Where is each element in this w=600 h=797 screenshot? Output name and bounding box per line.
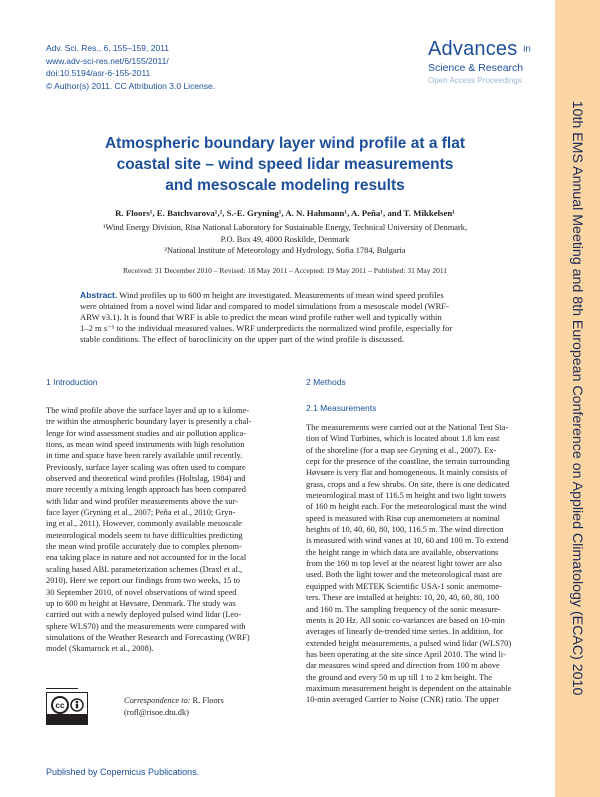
introduction-line: The wind profile above the surface layer and up to a kilome-	[46, 406, 250, 415]
methods-line: 10-min averaged Carrier to Noise (CNR) ratio. The upper	[306, 695, 500, 705]
received-dates: Received: 31 December 2010 – Revised: 18 May 2011 – Accepted: 19 May 2011 – Published: 31 May 2011	[122, 266, 448, 275]
introduction-line: ing et al., 2011). However, commonly available mesoscale	[46, 519, 242, 529]
title-line: Atmospheric boundary layer wind profile at a flat	[104, 135, 465, 152]
logo-advances: Advances	[428, 38, 518, 60]
methods-line: averages of linearly de-trended time series. In addition, for	[306, 627, 503, 637]
abstract-label: Abstract.	[80, 290, 118, 300]
affiliation-line: ²National Institute of Meteorology and Hydrology, Sofia 1784, Bulgaria	[164, 246, 406, 255]
introduction-body	[46, 405, 286, 655]
methods-line: grass, crops and a few shrubs. On site, there is one dedicated	[306, 479, 510, 489]
article-url[interactable]: www.adv-sci-res.net/6/155/2011/	[46, 55, 169, 66]
methods-line: dar measures wind speed and direction from 100 m above	[306, 661, 500, 671]
abstract-line: ARW v3.1). It is found that WRF is able to predict the mean wind profile rather well and typically within	[80, 312, 442, 323]
abstract	[80, 290, 510, 345]
methods-line: The measurements were carried out at the National Test Sta-	[306, 423, 509, 432]
introduction-line: tions, as mean wind speed instruments with high resolution	[46, 440, 245, 450]
introduction-line: the mean wind profile accurately due to complex phenom-	[46, 542, 242, 552]
logo-in: in	[523, 43, 531, 55]
abstract-line: 1–2 m s⁻¹ to the individual measured values. WRF underpredicts the normalized wind profile, especially for	[80, 323, 453, 334]
svg-text:cc: cc	[55, 701, 65, 710]
introduction-line: up to 600 m height at Høvsøre, Denmark. The study was	[46, 598, 236, 608]
introduction-line: simulations of the Weather Research and Forecasting (WRF)	[46, 632, 250, 642]
methods-line: and 160 m. The sampling frequency of the sonic measure-	[306, 604, 501, 614]
methods-line: meteorological mast of 116.5 m height and two light towers	[306, 491, 507, 501]
abstract-line: were obtained from a novel wind lidar and compared to model simulations from a mesoscale model (WRF-	[80, 301, 449, 312]
correspondence-name: R. Floors	[192, 696, 224, 705]
methods-line: the ground and every 50 m up till 1 to 2 km height. The	[306, 672, 492, 682]
cc-license-badge	[46, 692, 88, 725]
introduction-line: lenge for wind assessment studies and air pollution applica-	[46, 428, 247, 438]
introduction-line: in time and space have been rarely available until recently.	[46, 451, 243, 461]
introduction-line: tre within the atmospheric boundary layer is presently a chal-	[46, 417, 252, 427]
methods-line: heights of 10, 40, 60, 80, 100, 116.5 m. The wind direction	[306, 525, 504, 535]
author-list: R. Floors¹, E. Batchvarova¹,², S.-E. Gryning¹, A. N. Hahmann¹, A. Peña¹, and T. Mikkelsen¹	[115, 208, 455, 218]
introduction-line: Previously, surface layer scaling was often used to compare	[46, 462, 246, 472]
introduction-line: sphere WLS70) and the measurements were compared with	[46, 621, 246, 631]
logo-science-research: Science & Research	[428, 61, 524, 74]
methods-line: has been operating at the site since April 2010. The wind li-	[306, 649, 506, 659]
methods-line: the height range in which data are available, observations	[306, 547, 499, 557]
methods-body	[306, 422, 552, 706]
methods-line: extended height measurements, a pulsed wind lidar (WLS70)	[306, 638, 512, 648]
methods-line: maximum measurement height is dependent on the attainable	[306, 683, 512, 693]
methods-line: of 160 m height each. For the meteorological mast the wind	[306, 502, 507, 512]
affiliation-line: P.O. Box 49, 4000 Roskilde, Denmark	[220, 234, 350, 244]
methods-line: is measured with wind vanes at 10, 60 and 100 m. To extend	[306, 536, 509, 546]
correspondence-label: Correspondence to:	[124, 696, 191, 705]
introduction-line: observed and theoretical wind profiles (Holtslag, 1984) and	[46, 474, 246, 484]
introduction-line: 2010). Here we report our findings from two weeks, 15 to	[46, 576, 240, 586]
publisher-line: Published by Copernicus Publications.	[46, 767, 200, 777]
section-heading-introduction: 1 Introduction	[46, 377, 98, 387]
introduction-line: with lidar and wind profiler measurements above the sur-	[46, 496, 238, 506]
methods-line: cept for the presence of the coastline, the terrain surrounding	[306, 457, 510, 467]
introduction-line: meteorological models seem to have difficulties predicting	[46, 530, 243, 540]
introduction-line: ena taking place in nature and not accounted for in the local	[46, 553, 247, 563]
abstract-first-line: Wind profiles up to 600 m height are investigated. Measurements of mean wind speed profiles	[119, 290, 444, 300]
paper-title	[70, 133, 500, 196]
methods-line: of the shoreline (for a map see Gryning et al., 2007). Ex-	[306, 445, 497, 455]
journal-line: Adv. Sci. Res., 6, 155–159, 2011	[46, 43, 170, 53]
affiliations	[40, 222, 530, 257]
correspondence	[124, 695, 224, 718]
methods-line: speed is measured with Risø cup anemometers at nominal	[306, 513, 500, 523]
introduction-line: scaling based ABL parameterization schemes (Draxl et al.,	[46, 564, 243, 574]
methods-line: equipped with METEK Scientific USA-1 sonic anemome-	[306, 581, 502, 591]
affiliation-line: ¹Wind Energy Division, Risø National Laboratory for Sustainable Energy, Technical University of Denmark,	[102, 223, 468, 232]
methods-line: ters. These are installed at heights: 10, 20, 40, 60, 80, 100	[306, 593, 500, 603]
abstract-line: stable conditions. The effect of baroclinicity on the upper part of the wind profile is discussed.	[80, 334, 405, 345]
methods-line: ments is 20 Hz. All sonic co-variances are based on 10-min	[306, 615, 505, 625]
introduction-line: model (Skamarock et al., 2008).	[46, 644, 154, 654]
methods-line: Høvsøre is very flat and homogeneous. It mainly consists of	[306, 468, 508, 478]
footnote-rule	[46, 688, 78, 689]
journal-logo	[428, 38, 531, 86]
methods-line: used. Both the light tower and the meteorological mast are	[306, 570, 502, 580]
logo-open-access: Open Access Proceedings	[428, 75, 522, 85]
license: © Author(s) 2011. CC Attribution 3.0 License.	[46, 80, 216, 91]
doi[interactable]: doi:10.5194/asr-6-155-2011	[46, 68, 151, 78]
title-line: and mesoscale modeling results	[165, 177, 405, 194]
conference-sidebar-text: 10th EMS Annual Meeting and 8th European Conference on Applied Climatology (ECAC) 2010	[569, 100, 585, 696]
correspondence-email[interactable]: (rofl@risoe.dtu.dk)	[124, 707, 189, 717]
introduction-line: carried out with a newly deployed pulsed wind lidar (Leo-	[46, 610, 242, 620]
methods-line: tion of Wind Turbines, which is located about 1.8 km east	[306, 434, 500, 444]
introduction-line: 30 September 2010, of novel observations of wind speed	[46, 587, 237, 597]
title-line: coastal site – wind speed lidar measurements	[116, 156, 454, 173]
introduction-line: more recently a mixing length approach has been compared	[46, 485, 246, 495]
subsection-heading-measurements: 2.1 Measurements	[306, 403, 377, 413]
citation-block	[46, 42, 215, 92]
section-heading-methods: 2 Methods	[306, 377, 346, 387]
methods-line: from the 160 m top level at the nearest light tower are also	[306, 559, 502, 569]
introduction-line: face layer (Gryning et al., 2007; Peña et al., 2010; Gryn-	[46, 508, 236, 518]
